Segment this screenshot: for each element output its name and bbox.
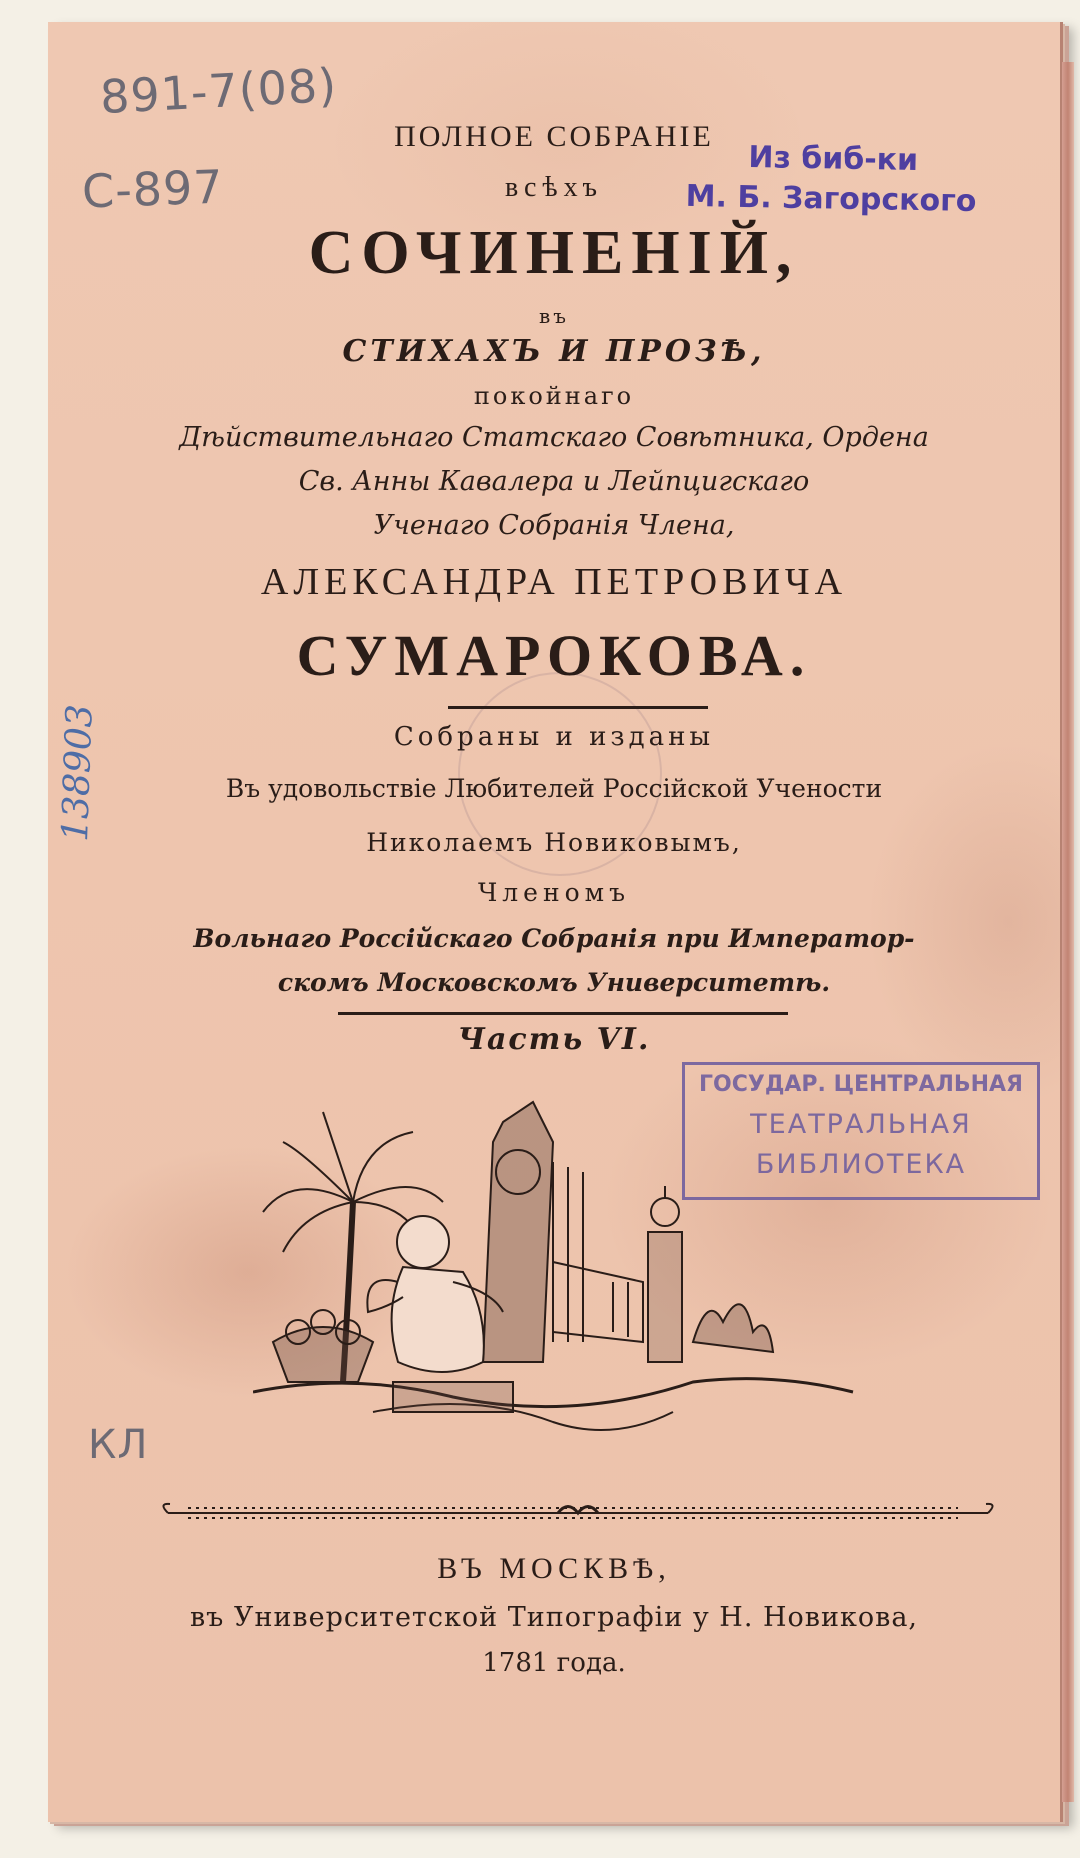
page-edge xyxy=(1062,62,1074,1802)
library-stamp-line2: ТЕАТРАЛЬНАЯ xyxy=(750,1109,972,1140)
author-first-names: АЛЕКСАНДРА ПЕТРОВИЧА xyxy=(260,561,848,603)
author-surname: СУМАРОКОВА. xyxy=(296,623,812,688)
title-line-7: Дѣйствительнаго Статскаго Совѣтника, Ордена xyxy=(179,422,929,453)
title-line-5: СТИХАХЪ И ПРОЗѢ, xyxy=(342,334,766,369)
provenance-stamp-line2: М. Б. Загорского xyxy=(685,178,977,219)
title-line-2: всѣхъ xyxy=(504,172,604,203)
provenance-stamp-line1: Из биб-ки xyxy=(748,140,919,178)
vignette-engraving xyxy=(253,1082,873,1482)
divider-rule-2 xyxy=(338,1012,788,1015)
divider-rule-1 xyxy=(448,706,708,709)
library-stamp-line1: ГОСУДАР. ЦЕНТРАЛЬНАЯ xyxy=(698,1072,1024,1097)
main-title: СОЧИНЕНIЙ, xyxy=(308,219,800,287)
title-line-4: въ xyxy=(539,304,569,328)
ornamental-border xyxy=(158,1500,998,1526)
imprint-year: 1781 года. xyxy=(482,1648,626,1678)
title-line-16: Вольнаго Россiйскаго Собранiя при Император- xyxy=(193,924,915,953)
title-line-6: покойнаго xyxy=(473,382,635,410)
title-line-14: Николаемъ Новиковымъ, xyxy=(366,828,742,857)
library-stamp-line3: БИБЛИОТЕКА xyxy=(755,1149,967,1180)
title-line-8: Св. Анны Кавалера и Лейпцигскаго xyxy=(298,466,810,497)
title-page xyxy=(48,22,1063,1822)
imprint-place: ВЪ МОСКВѢ, xyxy=(437,1552,671,1585)
shelfmark-2: C-897 xyxy=(81,159,225,219)
title-line-1: ПОЛНОЕ СОБРАНIЕ xyxy=(394,120,714,153)
volume-number: Часть VI. xyxy=(457,1022,651,1057)
title-line-12: Собраны и изданы xyxy=(393,722,715,752)
shelfmark-1: 891-7(08) xyxy=(98,57,339,125)
imprint-printer: въ Университетской Типографiи у Н. Новикова, xyxy=(189,1602,919,1633)
side-inventory-number: 138903 xyxy=(54,703,101,843)
title-line-17: скомъ Московскомъ Университетѣ. xyxy=(277,968,831,997)
title-line-15: Членомъ xyxy=(477,878,631,907)
bottom-mark: КЛ xyxy=(88,1422,149,1468)
title-line-9: Ученаго Собранiя Члена, xyxy=(373,510,735,541)
title-line-13: Въ удовольствiе Любителей Россiйской Учености xyxy=(225,774,883,803)
